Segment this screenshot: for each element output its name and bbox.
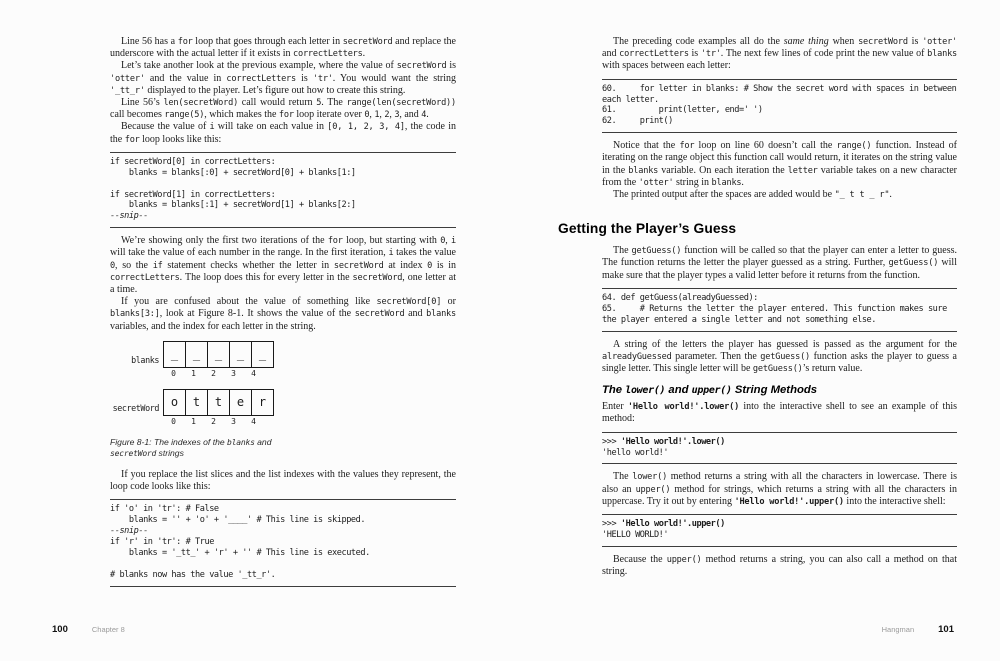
page-number: 100 — [52, 624, 68, 635]
text-run: parameter. Then the — [671, 350, 761, 362]
text-run: If you are confused about the value of something like — [121, 296, 377, 308]
inline-code: 'tr' — [700, 49, 721, 60]
text-run: if 'o' in 'tr': # False — [110, 504, 219, 515]
inline-code: letter — [787, 165, 818, 176]
text-run: If you replace the list slices and the list indexes with the values they represent, the loop code looks like this: — [110, 469, 456, 493]
figure-cell: _ — [163, 341, 186, 368]
code-line — [110, 559, 456, 570]
inline-code: 0 — [110, 260, 115, 271]
figure-cell: _ — [251, 341, 274, 368]
text-run: Enter — [602, 401, 628, 413]
code-line — [110, 157, 456, 168]
inline-code: blanks — [426, 309, 456, 320]
chapter-label: Chapter 8 — [91, 625, 125, 634]
inline-code: secretWord — [352, 272, 403, 283]
inline-code: 'Hello world!'.upper() — [734, 496, 844, 507]
inline-code: for — [124, 134, 140, 145]
text-run: is — [907, 36, 923, 47]
code-block-lines-60-62 — [602, 79, 962, 134]
figure-row — [110, 389, 456, 426]
text-run: 'hello world!' — [602, 447, 669, 458]
inline-code: 2 — [384, 110, 390, 121]
inline-code: secretWord — [354, 309, 405, 320]
figure-index: 4 — [251, 368, 256, 378]
inline-code: upper() — [691, 385, 732, 397]
text-run: A string of the letters the player has guessed is passed as the argument for the — [613, 338, 957, 350]
text-run: String Methods — [731, 384, 818, 397]
code-line — [110, 190, 456, 201]
chapter-label: Hangman — [881, 625, 915, 634]
inline-code: secretWord — [110, 449, 157, 459]
text-run: The preceding code examples all do the — [613, 36, 784, 47]
text-run: or — [441, 296, 456, 308]
text-run: , — [379, 109, 385, 121]
text-run: blanks = '' + 'o' + '____' # This line is skipped. — [110, 515, 366, 526]
page-right — [558, 36, 962, 578]
figure-cell: o — [163, 389, 186, 416]
inline-code: secretWord — [396, 61, 447, 72]
paragraph — [602, 554, 957, 578]
inline-code: 'Hello world!'.lower() — [627, 402, 740, 413]
code-line — [110, 537, 456, 548]
text-run: . — [741, 176, 744, 188]
text-run: same thing — [783, 36, 829, 47]
inline-code: 4 — [421, 110, 427, 121]
inline-code: for — [177, 37, 193, 47]
code-line — [110, 526, 456, 537]
text-run: if secretWord[0] in correctLetters: — [110, 156, 276, 167]
code-line — [110, 200, 456, 211]
text-run: loop iterate over — [293, 109, 365, 121]
code-line — [602, 519, 957, 530]
code-line — [110, 570, 456, 581]
inline-code: blanks — [628, 165, 659, 176]
paragraph — [110, 60, 456, 97]
text-run: will take on each value in — [214, 121, 328, 133]
text-run: variable. On each iteration the — [658, 164, 788, 176]
code-block-slice-values — [110, 499, 456, 586]
text-run: will take the value of each number in the range. In the first iteration, — [110, 247, 389, 259]
text-run: 'Hello world!'.upper() — [620, 519, 725, 530]
text-run: 61. print(letter, end=' ') — [602, 105, 763, 116]
text-run: at index — [383, 259, 428, 271]
figure-variable-label: blanks — [131, 354, 159, 365]
code-line — [110, 211, 456, 222]
inline-code: 0 — [440, 236, 446, 247]
paragraph — [602, 189, 957, 201]
inline-code: secretWord — [333, 260, 384, 271]
figure-cell: r — [251, 389, 274, 416]
text-run: . — [889, 189, 892, 201]
figure-row — [110, 341, 456, 378]
figure-index: 2 — [211, 368, 216, 378]
paragraph — [602, 36, 957, 73]
text-run: call becomes — [110, 109, 165, 121]
text-run: method returns a string with all the characters in lowercase. There is also an — [602, 471, 957, 495]
figure-cell: t — [185, 389, 208, 416]
inline-code: correctLetters — [226, 73, 297, 84]
text-run: >>> — [602, 519, 621, 530]
text-run: Let’s take another look at the previous example, where the value of — [121, 60, 397, 72]
text-run: blanks = '_tt_' + 'r' + '' # This line is executed. — [110, 548, 370, 559]
inline-code: i — [451, 236, 456, 247]
text-run: >>> — [602, 436, 621, 447]
figure-index: 1 — [191, 368, 196, 378]
code-line — [602, 293, 957, 304]
text-run: when — [828, 36, 859, 47]
text-run: variables, and the index for each letter in the string. — [110, 320, 316, 332]
text-run: 'HELLO WORLD!' — [602, 529, 669, 540]
text-run: function. Instead of iterating on the range object this function call would return, it iterates on the string value in the — [602, 140, 957, 176]
inline-code: i — [209, 122, 215, 133]
text-run: . The next few lines of code print the new value of — [720, 48, 928, 60]
text-run: , — [369, 109, 375, 121]
subsection-heading — [602, 384, 957, 396]
code-line — [602, 304, 957, 326]
inline-code: getGuess() — [888, 258, 939, 269]
text-run: The — [613, 471, 633, 483]
inline-code: secretWord — [858, 37, 908, 47]
inline-code: if — [152, 260, 163, 271]
paragraph — [110, 97, 456, 121]
code-block-lines-64-65 — [602, 288, 957, 332]
inline-code: range(len(secretWord)) — [346, 98, 456, 109]
text-run: 60. for letter in blanks: # Show the secret word with spaces in between each letter. — [602, 83, 962, 105]
text-run: # blanks now has the value '_tt_r'. — [110, 569, 276, 580]
figure-index: 1 — [191, 416, 196, 426]
inline-code: alreadyGuessed — [602, 351, 672, 362]
text-run: loop that goes through each letter in — [192, 36, 343, 47]
page-left — [110, 36, 456, 594]
paragraph — [602, 140, 957, 189]
text-run: is in — [432, 259, 456, 271]
figure-cell: _ — [207, 341, 230, 368]
text-run: 65. # Returns the letter the player entered. This function makes sure the player entered a single letter and not something else. — [602, 303, 952, 325]
text-run: displayed to the player. Let’s figure out how to create this string. — [144, 84, 406, 96]
text-run: into the interactive shell to see an example of this method: — [602, 401, 957, 425]
inline-code: blanks — [227, 437, 255, 447]
text-run: call would return — [238, 97, 317, 109]
figure-variable-label: secretWord — [112, 402, 159, 413]
text-run: , the code in the — [110, 121, 457, 145]
inline-code: upper() — [666, 554, 702, 565]
text-run: if 'r' in 'tr': # True — [110, 537, 214, 548]
text-run: if secretWord[1] in correctLetters: — [110, 189, 276, 200]
code-line — [602, 437, 957, 448]
text-run: , look at Figure 8-1. It shows the value of the — [159, 308, 355, 320]
inline-code: for — [327, 236, 343, 247]
figure-cell: _ — [229, 341, 252, 368]
inline-code: 'otter' — [110, 73, 145, 84]
figure-index: 0 — [171, 416, 176, 426]
figure-index: 4 — [251, 416, 256, 426]
text-run: , and — [399, 109, 422, 121]
inline-code: [0, 1, 2, 3, 4] — [327, 122, 405, 133]
inline-code: 'tr' — [312, 73, 333, 84]
text-run: blanks = blanks[:1] + secretWord[1] + blanks[2:] — [110, 200, 356, 211]
inline-code: 0 — [427, 260, 433, 271]
text-run: 64. def getGuess(alreadyGuessed): — [602, 292, 758, 303]
inline-code: 3 — [394, 110, 400, 121]
text-run: The — [602, 384, 626, 397]
inline-code: getGuess() — [760, 351, 811, 362]
figure-cell: _ — [185, 341, 208, 368]
footer-right — [882, 624, 954, 635]
text-run: and replace the underscore with the actual letter if it exists in — [110, 36, 456, 60]
paragraph — [110, 296, 456, 333]
paragraph — [110, 235, 456, 296]
text-run: is — [446, 60, 456, 72]
figure-index: 3 — [231, 416, 236, 426]
inline-code: for — [278, 110, 294, 121]
text-run: , — [389, 109, 395, 121]
inline-code: correctLetters — [293, 49, 363, 60]
text-run: and — [404, 308, 427, 320]
code-line — [110, 548, 456, 559]
text-run: , — [445, 235, 452, 247]
inline-code: i — [388, 248, 394, 259]
page-number: 101 — [938, 624, 954, 635]
text-run: method returns a string, you can also call a method on that string. — [602, 553, 957, 578]
text-run: . The loop does this for every letter in the — [179, 271, 353, 283]
text-run: variable takes on a new character from the — [602, 164, 957, 188]
text-run: is — [296, 72, 313, 84]
inline-code: correctLetters — [110, 272, 180, 283]
code-line — [602, 116, 957, 127]
shell-example-upper — [602, 514, 957, 547]
text-run: into the interactive shell: — [843, 495, 946, 507]
code-line — [110, 504, 456, 515]
shell-example-lower — [602, 432, 957, 465]
paragraph — [110, 36, 456, 60]
figure-index: 3 — [231, 368, 236, 378]
inline-code: lower() — [625, 385, 666, 397]
figure-index: 2 — [211, 416, 216, 426]
figure-cell: e — [229, 389, 252, 416]
code-line — [110, 179, 456, 190]
inline-code: range() — [836, 141, 872, 152]
section-heading: Getting the Player’s Guess — [558, 221, 737, 237]
text-run: and the value in — [144, 72, 227, 84]
text-run: string in — [673, 176, 712, 188]
text-run: 'Hello world!'.lower() — [620, 436, 725, 447]
paragraph — [110, 469, 456, 493]
code-line — [110, 515, 456, 526]
inline-code: secretWord — [342, 37, 393, 47]
text-run: statement checks whether the letter in — [162, 259, 334, 271]
figure-caption — [110, 437, 310, 460]
inline-code: 'otter' — [638, 177, 674, 188]
inline-code: 5 — [316, 98, 322, 109]
text-run: loop looks like this: — [139, 133, 222, 145]
code-line — [602, 83, 962, 106]
paragraph — [110, 121, 456, 145]
text-run: function asks the player to guess a single letter. This single letter will be — [602, 350, 957, 374]
inline-code: upper() — [635, 484, 671, 495]
paragraph — [602, 339, 957, 376]
text-run: with spaces between each letter: — [602, 60, 731, 72]
text-run: , so the — [114, 259, 153, 271]
text-run: --snip-- — [110, 211, 148, 222]
text-run: . You would want the string — [332, 72, 457, 84]
text-run: Notice that the — [613, 140, 680, 152]
text-run: , which makes the — [204, 109, 279, 121]
figure-8-1 — [110, 341, 456, 426]
text-run: The printed output after the spaces are added would be — [613, 189, 835, 201]
paragraph — [602, 245, 957, 282]
text-run: 62. print() — [602, 116, 673, 127]
text-run: takes the value — [393, 247, 456, 259]
code-block-loop-iterations — [110, 152, 456, 228]
paragraph — [602, 401, 957, 425]
inline-code: "_ t t _ r" — [834, 190, 890, 201]
text-run: and — [602, 48, 620, 60]
text-run: The — [613, 245, 632, 257]
text-run: Line 56’s — [121, 97, 164, 109]
inline-code: '_tt_r' — [110, 85, 145, 96]
text-run: ’s return value. — [802, 362, 863, 374]
inline-code: 'otter' — [922, 37, 958, 47]
figure-cell: t — [207, 389, 230, 416]
text-run: . — [426, 109, 429, 121]
text-run: Because the value of — [121, 121, 210, 133]
inline-code: 1 — [374, 110, 380, 121]
inline-code: getGuess() — [752, 363, 803, 374]
text-run: --snip-- — [110, 526, 148, 537]
text-run: loop, but starting with — [342, 235, 441, 247]
text-run: and — [665, 384, 692, 397]
footer-left — [52, 624, 125, 635]
inline-code: blanks — [927, 49, 958, 60]
paragraph — [602, 471, 957, 508]
inline-code: secretWord[0] — [376, 297, 442, 308]
code-line — [602, 448, 957, 459]
text-run: strings — [156, 448, 184, 459]
inline-code: 0 — [364, 110, 370, 121]
inline-code: len(secretWord) — [163, 98, 239, 109]
text-run: . The — [321, 97, 347, 109]
inline-code: lower() — [632, 472, 668, 483]
text-run: Because the — [613, 553, 667, 565]
text-run: loop on line 60 doesn’t call the — [694, 140, 837, 152]
inline-code: blanks — [711, 177, 742, 188]
text-run: will make sure that the player types a valid letter before it returns from the function. — [602, 257, 957, 281]
inline-code: getGuess() — [631, 246, 682, 257]
text-run: Figure 8-1: The indexes of the — [110, 436, 228, 447]
text-run: We’re showing only the first two iterations of the — [121, 235, 328, 247]
code-line — [602, 105, 957, 116]
inline-code: blanks[3:] — [110, 309, 160, 320]
text-run: method for strings, which returns a string with all the characters in uppercase. Try it out by entering — [602, 483, 957, 507]
inline-code: for — [679, 141, 695, 152]
text-run: function will be called so that the player can enter a letter to guess. The function returns the letter the player guessed as a string. Further, — [602, 245, 958, 269]
text-run: and — [254, 436, 272, 447]
inline-code: range(5) — [164, 110, 205, 121]
text-run: . — [362, 48, 366, 60]
figure-index: 0 — [171, 368, 176, 378]
text-run: Line 56 has a — [121, 36, 178, 47]
text-run: is — [688, 48, 701, 60]
code-line — [110, 168, 456, 179]
code-line — [602, 530, 957, 541]
text-run: , one letter at a time. — [110, 271, 456, 296]
inline-code: correctLetters — [619, 49, 689, 60]
text-run: blanks = blanks[:0] + secretWord[0] + blanks[1:] — [110, 167, 356, 178]
